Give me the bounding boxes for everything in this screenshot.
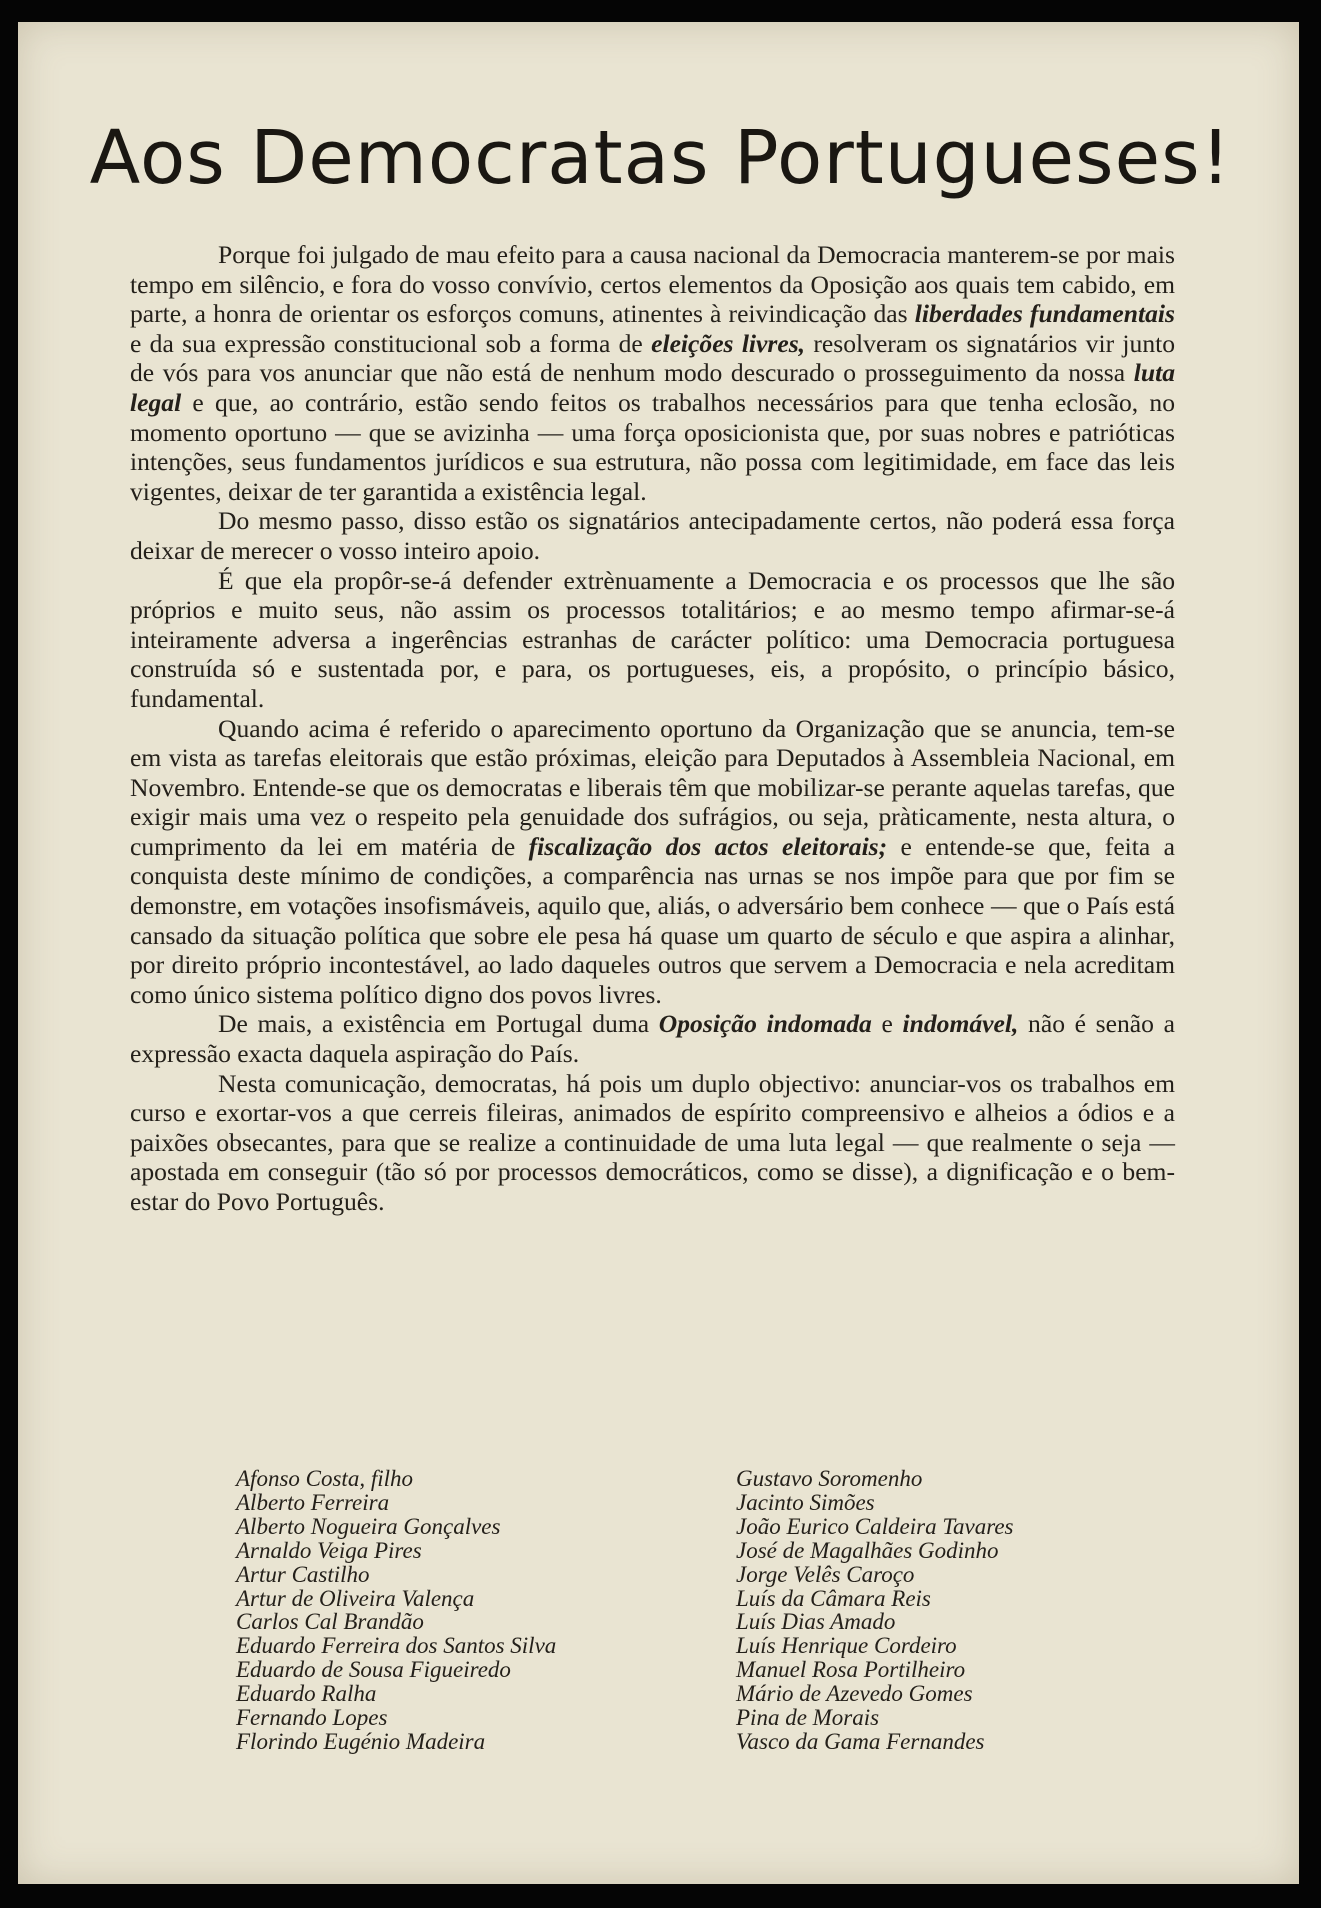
signatory-name: João Eurico Caldeira Tavares [736,1513,1014,1539]
emphasis-text: Oposição indomada [658,1009,872,1039]
signatory-name: Luís da Câmara Reis [736,1585,931,1611]
paragraph [130,566,1175,714]
signatory-name: Manuel Rosa Portilheiro [736,1657,966,1683]
signatory-name: Eduardo Ralha [236,1681,377,1707]
signatory-name: Arnaldo Veiga Pires [236,1537,422,1563]
paragraph-text: resolveram os signatários vir junto de vós para vos anunciar que não está de nenhum modo descurado o prosseguimento da nossa [130,328,1176,388]
paragraph-text: Do mesmo passo, disso estão os signatários antecipadamente certos, não poderá essa força deixar de merecer o vosso inteiro apoio. [130,506,1175,565]
signatory-name: Luís Dias Amado [736,1609,896,1635]
paragraph [130,240,1175,506]
signatory-name: Afonso Costa, filho [236,1466,413,1491]
signatory-name: Alberto Ferreira [236,1489,390,1515]
signatory-name: Carlos Cal Brandão [236,1609,424,1635]
paragraph [130,506,1175,565]
paragraph-text: não é senão a expressão exacta daquela aspiração do País. [130,1009,1175,1069]
signatory-name: Mário de Azevedo Gomes [736,1681,973,1707]
signatory-name: Florindo Eugénio Madeira [236,1728,486,1754]
signatory-name: Alberto Nogueira Gonçalves [236,1513,501,1539]
paragraph [130,714,1175,1010]
paragraph-text: É que ela propôr-se-á defender extrènuamente a Democracia e os processos que lhe são próprios e muito seus, não assim os processos totalitários; e ao mesmo tempo afirmar-se-á inteiramente adversa a ingerências estranhas de carácter político: uma Democracia portuguesa construída só e sustentada por, e para, os portugueses, eis, a propósito, o princípio básico, fundamental. [130,565,1175,713]
paragraph-text: e da sua expressão constitucional sob a forma de [130,328,652,358]
manifesto-body [130,240,1175,1217]
paragraph-text: Porque foi julgado de mau efeito para a causa nacional da Democracia manterem-se por mais tempo em silêncio, e fora do vosso convívio, certos elementos da Oposição aos quais tem cabido, em parte, a honra de orientar os esforços comuns, atinentes à reivindicação das [130,240,1175,329]
paragraph-text: De mais, a existência em Portugal duma [218,1009,659,1039]
signatory-name: Eduardo Ferreira dos Santos Silva [236,1633,557,1659]
paragraph [130,1069,1175,1217]
emphasis-text: luta legal [130,358,1175,417]
signatory-name: Artur Castilho [236,1561,370,1587]
paragraph [130,1009,1175,1068]
signatory-name: Jorge Velês Caroço [736,1561,915,1587]
page-title: Aos Democratas Portugueses! [89,115,1232,201]
paragraph-text: e entende-se que, feita a conquista deste mínimo de condições, a comparência nas urnas se nos impõe para que por fim se demonstre, em votações insofismáveis, aquilo que, aliás, o adversário bem conhece — que o País está cansado da situação política que sobre ele pesa há quase um quarto de século e que aspira a alinhar, por direito próprio incontestável, ao lado daqueles outros que servem a Democracia e nela acreditam como único sistema político digno dos povos livres. [130,831,1175,1009]
paragraph-text: Nesta comunicação, democratas, há pois um duplo objectivo: anunciar-vos os trabalhos em curso e exortar-vos a que cerreis fileiras, animados de espírito compreensivo e alheios a ódios e a paixões obsecantes, para que se realize a continuidade de uma luta legal — que realmente o seja — apostada em conseguir (tão só por processos democráticos, como se disse), a dignificação e o bem-estar do Povo Português. [130,1068,1175,1216]
signatory-name: Artur de Oliveira Valença [236,1585,475,1611]
signatory-name: Pina de Morais [736,1705,880,1731]
paragraph-text: e [871,1009,903,1039]
signatory-name: Fernando Lopes [236,1705,388,1731]
signatories-left-column [236,1467,556,1754]
emphasis-text: eleições livres, [651,328,806,358]
signatory-name: José de Magalhães Godinho [736,1537,999,1563]
emphasis-text: indomável, [902,1009,1019,1039]
signatory-name: Luís Henrique Cordeiro [736,1633,957,1659]
paragraph-text: Quando acima é referido o aparecimento oportuno da Organização que se anuncia, tem-se em vista as tarefas eleitorais que estão próximas, eleição para Deputados à Assembleia Nacional, em Novembro. Entende-se que os democratas e liberais têm que mobilizar-se perante aquelas tarefas, que exigir mais uma vez o respeito pela genuidade dos sufrágios, ou seja, pràticamente, nesta altura, o cumprimento da lei em matéria de [130,713,1175,861]
paragraph-text: e que, ao contrário, estão sendo feitos os trabalhos necessários para que tenha eclosão, no momento oportuno — que se avizinha — uma força oposicionista que, por suas nobres e patrióticas intenções, seus fundamentos jurídicos e sua estrutura, não possa com legitimidade, em face das leis vigentes, deixar de ter garantida a existência legal. [130,387,1175,506]
signatory-name: Gustavo Soromenho [736,1466,923,1491]
emphasis-text: liberdades fundamentais [914,299,1175,329]
signatory-name: Eduardo de Sousa Figueiredo [236,1657,511,1683]
signatories-right-column [736,1467,1013,1754]
signatory-name: Vasco da Gama Fernandes [736,1728,985,1754]
emphasis-text: fiscalização dos actos eleitorais; [528,831,888,861]
signatory-name: Jacinto Simões [736,1489,875,1515]
